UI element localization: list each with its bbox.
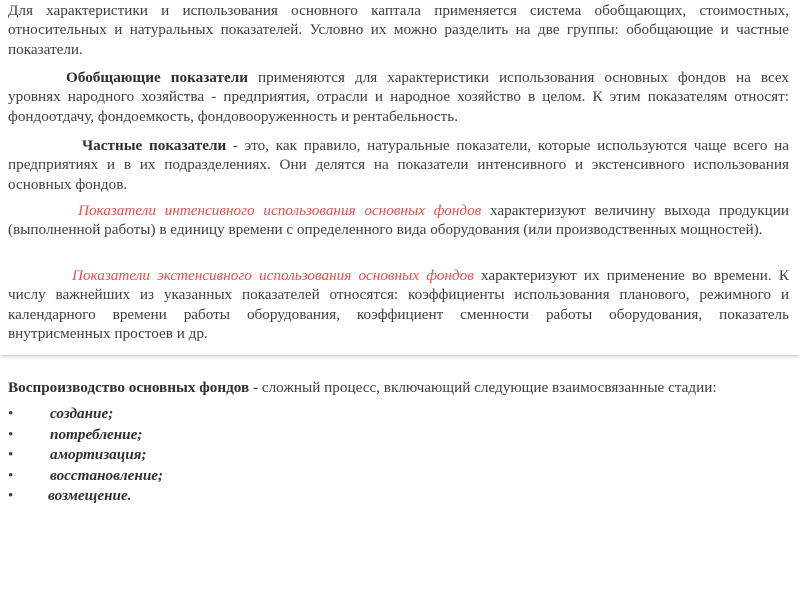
- list-item: [8, 465, 789, 486]
- bullet: •: [8, 487, 14, 504]
- list-item: [8, 403, 789, 424]
- partial-indicators-text: - это, как правило, натуральные показатели, которые используются чаще всего на предприятиях и в их подразделениях. Они делятся на показатели интенсивного и экстенсивного использования основных фондов.: [8, 137, 790, 193]
- stage-text: амортизация;: [50, 446, 147, 463]
- stage-text: потребление;: [50, 425, 143, 443]
- reproduction-section: [8, 378, 789, 506]
- paragraph-partial-indicators: [8, 136, 789, 194]
- stage-text: восстановление;: [50, 466, 164, 484]
- stage-text: возмещение.: [48, 487, 132, 504]
- intro-text: Для характеристики и использования основного каптала применяется система обобщающих, стоимостных, относительных и натуральных показателей. Условно их можно разделить на две группы: обобщающие и частные показатели.: [8, 2, 789, 58]
- paragraph-extensive: [8, 266, 789, 343]
- bullet: •: [8, 466, 14, 484]
- list-item: [8, 485, 789, 506]
- extensive-indicators-term: Показатели экстенсивного использования основных фондов: [72, 267, 474, 284]
- list-item: [8, 424, 789, 445]
- paragraph-intro: [8, 1, 789, 59]
- general-indicators-text: применяются для характеристики использования основных фондов на всех уровнях народного хозяйства - предприятия, отрасли и народное хозяйство в целом. К этим показателям относят: фондоотдачу, фондоемкость, фондовооруженность и рентабельность.: [8, 69, 789, 125]
- stages-list: [8, 403, 789, 506]
- stage-text: создание;: [50, 405, 114, 422]
- bullet: •: [8, 446, 14, 463]
- reproduction-term: Воспроизводство основных фондов: [8, 379, 250, 396]
- bullet: •: [8, 405, 14, 422]
- general-indicators-term: Обобщающие показатели: [66, 69, 248, 86]
- partial-indicators-term: Частные показатели: [82, 137, 227, 154]
- paragraph-intensive: [8, 201, 789, 240]
- reproduction-intro: [8, 378, 789, 398]
- list-item: [8, 444, 789, 465]
- intensive-indicators-term: Показатели интенсивного использования основных фондов: [78, 202, 482, 219]
- intensive-indicators-text: характеризуют величину выхода продукции (выполненной работы) в единицу времени с определенного вида оборудования (или производственных мощностей).: [8, 202, 789, 239]
- bullet: •: [8, 425, 14, 443]
- extensive-indicators-text: характеризуют их применение во времени. К числу важнейших из указанных показателей относятся: коэффициенты использования планового, режимного и календарного времени работы оборудования, коэффициент сменности работы оборудования, показатель внутрисменных простоев и др.: [8, 267, 789, 342]
- paragraph-general-indicators: [8, 68, 789, 126]
- reproduction-text: - сложный процесс, включающий следующие взаимосвязанные стадии:: [249, 379, 717, 396]
